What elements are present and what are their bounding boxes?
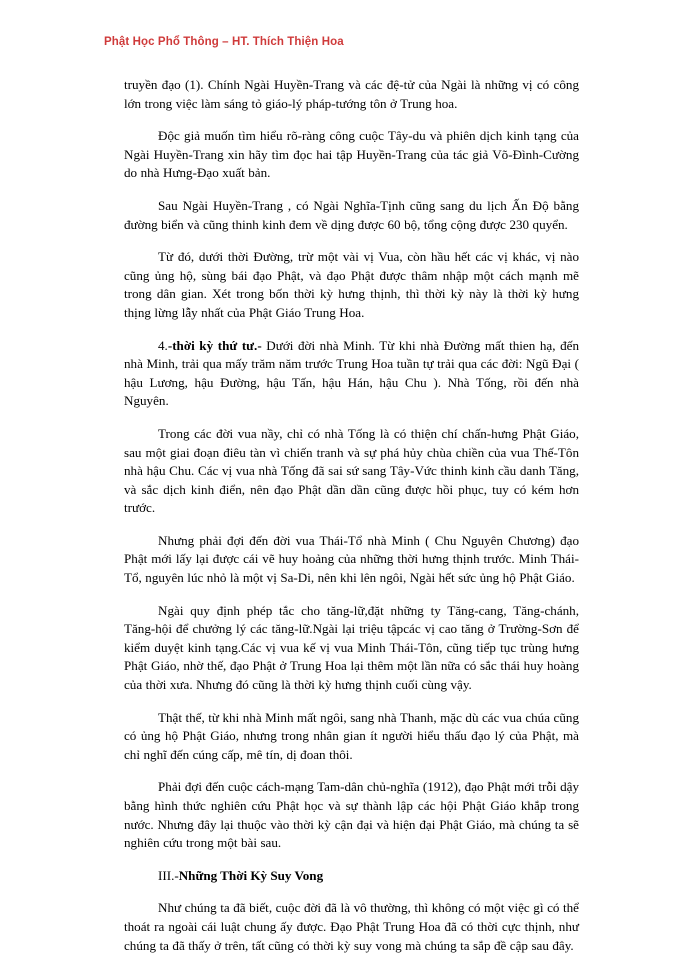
paragraph-6: Trong các đời vua nầy, chỉ có nhà Tống là có thiện chí chấn-hưng Phật Giáo, sau một giai đoạn điêu tàn vì chiến tranh và sự phá hủy chùa chiền của vua Thế-Tôn nhà hậu Chu. Các vị vua nhà Tống đã sai sứ sang Tây-Vức thinh kinh cầu danh Tăng, và sắc dịch kinh điển, nên đạo Phật dần dần cũng được hồi phục, tuy có kém hơn trước. [124,425,579,516]
paragraph-1: truyền đạo (1). Chính Ngài Huyền-Trang và các đệ-tử của Ngài là những vị có công lớn trong việc làm sáng tỏ giáo-lý pháp-tướng tôn ở Trung hoa. [124,77,579,111]
period-four-text: Dưới đời nhà Minh. Từ khi nhà Đường mất thien hạ, đến nhà Minh, trải qua mấy trăm năm trước Trung Hoa tuần tự trải qua các đời: Ngũ Đại ( hậu Lương, hậu Đường, hậu Tấn, hậu Hán, hậu Chu ). Nhà Tống, rồi đến nhà Nguyên. [124,337,579,409]
paragraph-7: Nhưng phải đợi đến đời vua Thái-Tổ nhà Minh ( Chu Nguyên Chương) đạo Phật mới lấy lại được cái vẽ huy hoảng của những thời hưng thịnh trước. Minh Thái-Tổ, nguyên lúc nhỏ là một vị Sa-Di, nên khi lên ngôi, Ngài hết sức ủng hộ Phật Giáo. [124,532,579,586]
paragraph-4: Từ đó, dưới thời Đường, trừ một vài vị Vua, còn hầu hết các vị khác, vị nào cũng ủng hộ, sùng bái đạo Phật, và đạo Phật được thâm nhập một cách mạnh mẽ trong dân gian. Xét trong bốn thời kỳ hưng thịnh, thì thời kỳ này là thời kỳ hưng thịng lừng lẫy nhất của Phật Giáo Trung Hoa. [124,249,579,320]
paragraph-2: Độc giả muốn tìm hiểu rõ-ràng công cuộc Tây-du và phiên dịch kinh tạng của Ngài Huyền-Trang xin hãy tìm đọc hai tập Huyền-Trang của tác giả Võ-Đình-Cường do nhà Hưng-Đạo xuất bản. [124,128,579,181]
section-heading-suy-vong [124,867,579,886]
running-header: Phật Học Phổ Thông – HT. Thích Thiện Hoa [104,36,344,48]
paragraph-11: Như chúng ta đã biết, cuộc đời đã là vô thường, thì không có một việc gì có thể thoát ra ngoài cái luật chung ấy được. Đạo Phật Trung Hoa đã có thời cực thịnh, như chúng ta đã thấy ở trên, tất cũng có thời kỳ suy vong mà chúng ta sắp đề cập sau đây. [124,900,579,953]
paragraph-5-period-four [124,337,579,411]
period-four-bold-lead: -thời kỳ thứ tư.- [167,337,262,353]
document-body [124,76,579,955]
period-four-number: 4. [158,337,168,353]
paragraph-8: Ngài quy định phép tắc cho tăng-lữ,đặt những ty Tăng-cang, Tăng-chánh, Tăng-hội để chưởng lý các tăng-lữ.Ngài lại triệu tậpcác vị cao tăng ở Trường-Sơn để kiểm duyệt kinh tạng.Các vị vua kế vị vua Minh Thái-Tôn, cũng tiếp tục trùng hưng Phật Giáo, nhờ thế, đạo Phật ở Trung Hoa lại thêm một lần nữa có sắc thái huy hoàng của thời xưa. Nhưng đó cũng là thời kỳ hưng thịnh cuối cùng vậy. [124,602,579,693]
paragraph-10: Phải đợi đến cuộc cách-mạng Tam-dân chủ-nghĩa (1912), đạo Phật mới trỗi dậy bằng hình thức nghiên cứu Phật học và sự thành lập các hội Phật Giáo khắp trong nước. Nhưng đây lại thuộc vào thời kỳ cận đại và hiện đại Phật Giáo, mà chúng ta sẽ nghiên cứu trong một bài sau. [124,779,579,851]
paragraph-3: Sau Ngài Huyền-Trang , có Ngài Nghĩa-Tịnh cũng sang du lịch Ấn Độ bằng đường biển và cũng thinh kinh đem về dịng được 60 bộ, tổng cộng được 230 quyển. [124,197,579,232]
section-heading-title: Những Thời Kỳ Suy Vong [178,867,324,883]
section-heading-prefix: III.- [158,867,179,883]
paragraph-9: Thật thế, từ khi nhà Minh mất ngôi, sang nhà Thanh, mặc dù các vua chúa cũng có ủng hộ Phật Giáo, nhưng trong nhân gian ít người hiểu thấu đạo lý của Phật, mà chỉ nghĩ đến cúng cấp, mê tín, dị đoan thôi. [124,709,579,762]
